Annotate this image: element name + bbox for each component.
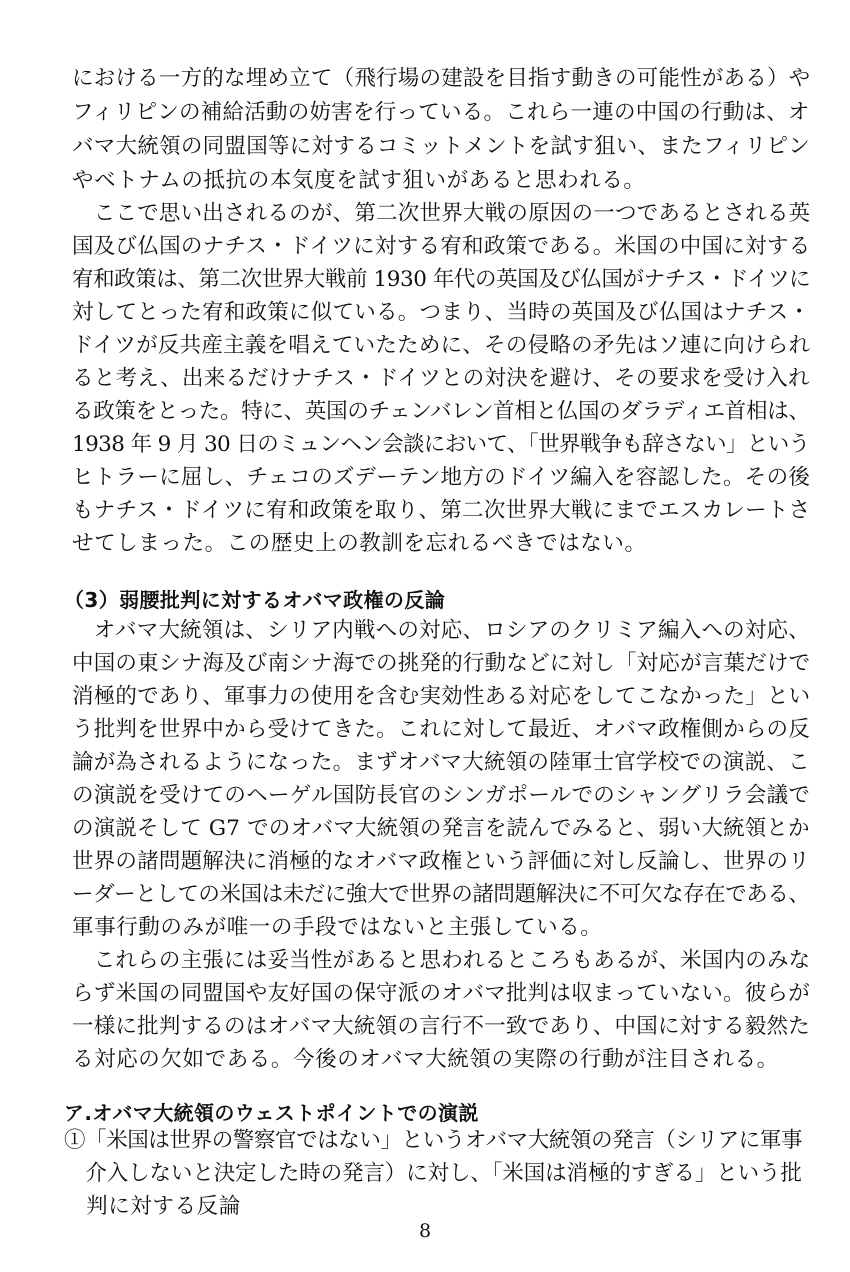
text-line: 1938 年 9 月 30 日のミュンヘン会談において、「世界戦争も辞さない」という [72, 432, 810, 457]
text-line: ドイツが反共産主義を唱えていたために、その侵略の矛先はソ連に向けられ [72, 333, 811, 358]
section-heading: （3）弱腰批判に対するオバマ政権の反論 [64, 588, 446, 612]
text-line: らず米国の同盟国や友好国の保守派のオバマ批判は収まっていない。彼らが [72, 981, 810, 1006]
text-line: における一方的な埋め立て（飛行場の建設を目指す動きの可能性がある）や [72, 66, 811, 91]
text-line: う批判を世界中から受けてきた。これに対して最近、オバマ政権側からの反 [72, 717, 810, 742]
text-line: の演説そして G7 でのオバマ大統領の発言を読んでみると、弱い大統領とか [72, 816, 810, 841]
text-line: ヒトラーに屈し、チェコのズデーテン地方のドイツ編入を容認した。その後 [72, 465, 811, 490]
text-line: 消極的であり、軍事力の使用を含む実効性ある対応をしてこなかった」とい [72, 684, 811, 709]
text-line: フィリピンの補給活動の妨害を行っている。これら一連の中国の行動は、オ [72, 100, 810, 125]
text-line: ると考え、出来るだけナチス・ドイツとの対決を避け、その要求を受け入れ [72, 366, 810, 391]
text-line: る政策をとった。特に、英国のチェンバレン首相と仏国のダラディエ首相は、 [72, 399, 810, 424]
text-line: やベトナムの抵抗の本気度を試す狙いがあると思われる。 [72, 168, 646, 193]
page-number: 8 [418, 1220, 432, 1242]
text-line: 介入しないと決定した時の発言）に対し、「米国は消極的すぎる」という批 [64, 1161, 802, 1186]
text-line: 軍事行動のみが唯一の手段ではないと主張している。 [72, 915, 603, 940]
text-line: 国及び仏国のナチス・ドイツに対する宥和政策である。米国の中国に対する [72, 234, 811, 259]
text-line: ーダーとしての米国は未だに強大で世界の諸問題解決に不可欠な存在である、 [72, 882, 810, 907]
text-line: せてしまった。この歴史上の教訓を忘れるべきではない。 [72, 531, 647, 556]
text-line: 世界の諸問題解決に消極的なオバマ政権という評価に対し反論し、世界のリ [72, 849, 810, 874]
text-line: 一様に批判するのはオバマ大統領の言行不一致であり、中国に対する毅然た [72, 1014, 810, 1039]
text-line: ここで思い出されるのが、第二次世界大戦の原因の一つであるとされる英 [72, 201, 811, 226]
text-line: 対してとった宥和政策に似ている。つまり、当時の英国及び仏国はナチス・ [72, 300, 811, 325]
text-line: バマ大統領の同盟国等に対するコミットメントを試す狙い、またフィリピン [72, 134, 811, 159]
subsection-heading: ア.オバマ大統領のウェストポイントでの演説 [64, 1101, 479, 1125]
text-line: 判に対する反論 [64, 1194, 241, 1219]
text-line: もナチス・ドイツに宥和政策を取り、第二次世界大戦にまでエスカレートさ [72, 498, 811, 523]
text-line: 論が為されるようになった。まずオバマ大統領の陸軍士官学校での演説、こ [72, 750, 810, 775]
text-line: 宥和政策は、第二次世界大戦前 1930 年代の英国及び仏国がナチス・ドイツに [72, 267, 811, 292]
text-line: ①「米国は世界の警察官ではない」というオバマ大統領の発言（シリアに軍事 [64, 1128, 803, 1153]
text-line: オバマ大統領は、シリア内戦への対応、ロシアのクリミア編入への対応、 [72, 618, 810, 643]
text-line: 中国の東シナ海及び南シナ海での挑発的行動などに対し「対応が言葉だけで [72, 651, 811, 676]
text-line: これらの主張には妥当性があると思われるところもあるが、米国内のみな [72, 948, 811, 973]
text-line: の演説を受けてのヘーゲル国防長官のシンガポールでのシャングリラ会議で [72, 783, 811, 808]
text-line: る対応の欠如である。今後のオバマ大統領の実際の行動が注目される。 [72, 1047, 779, 1072]
